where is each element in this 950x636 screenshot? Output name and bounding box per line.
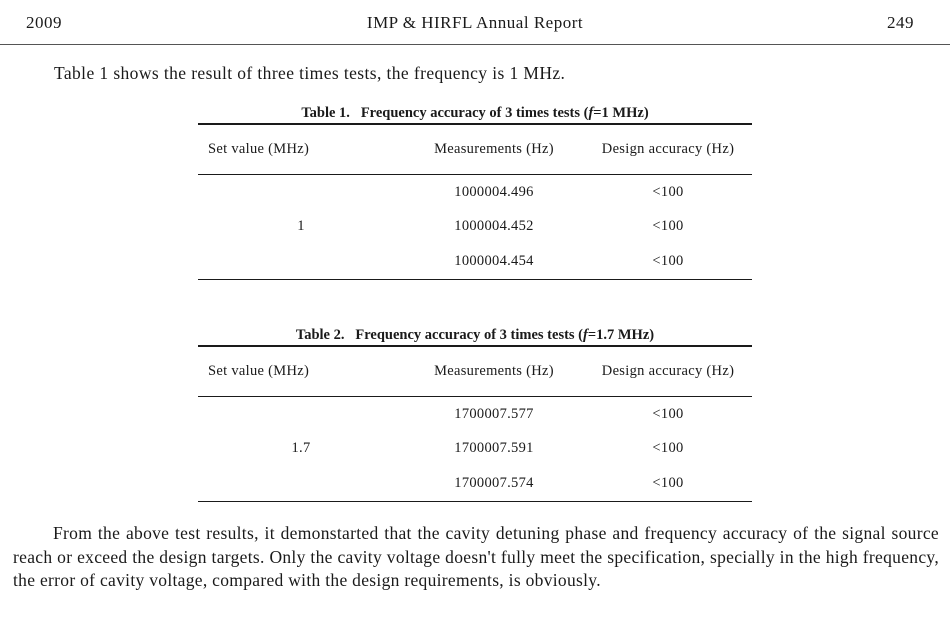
col-header-measurements: Measurements (Hz) xyxy=(434,363,554,379)
header-title: IMP & HIRFL Annual Report xyxy=(366,13,584,32)
table-1-header-row xyxy=(198,124,752,175)
table-2-caption xyxy=(198,325,752,345)
table-1-caption-text: Frequency accuracy of 3 times tests ( xyxy=(360,105,589,121)
col-header-set-value: Set value (MHz) xyxy=(208,141,310,157)
accuracy-cell: <100 xyxy=(652,440,684,457)
header-year: 2009 xyxy=(26,13,62,32)
measurement-cell: 1700007.577 xyxy=(454,405,534,422)
accuracy-cell: <100 xyxy=(652,474,684,491)
accuracy-cell: <100 xyxy=(652,405,684,422)
measurement-cell: 1000004.454 xyxy=(454,252,534,269)
measurement-cell: 1700007.574 xyxy=(454,474,534,491)
table-1-caption-label: Table 1. xyxy=(301,105,350,121)
table-2-caption-label: Table 2. xyxy=(295,327,345,343)
table-1 xyxy=(198,103,752,280)
accuracy-cell: <100 xyxy=(652,183,684,200)
table-2-caption-value: =1.7 MHz) xyxy=(587,327,655,343)
col-header-measurements: Measurements (Hz) xyxy=(434,141,554,157)
conclusion-text: From the above test results, it demonstarted that the cavity detuning phase and frequency accuracy of the signal source reach or exceed the design targets. Only the cavity voltage doesn't fully meet the specification, specially in the high frequency, the error of cavity voltage, compared with the design requirements, is obviously. xyxy=(13,523,939,590)
table-1-grid xyxy=(198,123,752,280)
col-header-design-accuracy: Design accuracy (Hz) xyxy=(601,141,735,157)
table-2-caption-var: f xyxy=(583,327,588,343)
intro-sentence: Table 1 shows the result of three times tests, the frequency is 1 MHz. xyxy=(54,63,566,83)
table-2-header-row xyxy=(198,346,752,397)
table-1-caption xyxy=(198,103,752,123)
table-2-grid xyxy=(198,345,752,502)
page-number: 249 xyxy=(887,13,914,32)
table-1-caption-var: f xyxy=(588,105,594,121)
table-row xyxy=(198,397,752,432)
accuracy-cell: <100 xyxy=(652,252,684,269)
table-2 xyxy=(198,325,752,502)
col-header-set-value: Set value (MHz) xyxy=(208,363,310,379)
table-2-caption-text: Frequency accuracy of 3 times tests ( xyxy=(355,327,584,343)
set-value-cell: 1.7 xyxy=(291,440,311,457)
table-row xyxy=(198,175,752,210)
accuracy-cell: <100 xyxy=(652,218,684,235)
page-header xyxy=(0,0,950,45)
table-1-caption-value: =1 MHz) xyxy=(593,105,649,121)
measurement-cell: 1000004.496 xyxy=(454,183,534,200)
set-value-cell: 1 xyxy=(297,218,305,235)
conclusion-paragraph xyxy=(13,522,939,593)
measurement-cell: 1700007.591 xyxy=(454,440,534,457)
col-header-design-accuracy: Design accuracy (Hz) xyxy=(601,363,735,379)
measurement-cell: 1000004.452 xyxy=(454,218,534,235)
